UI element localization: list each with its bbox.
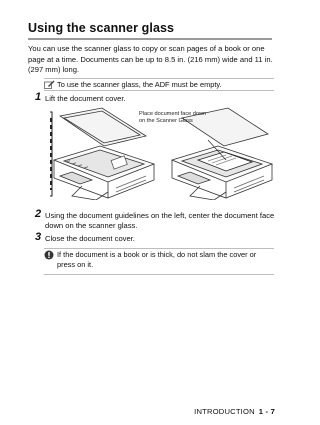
- callout-label: Place document face down on the Scanner Glass: [139, 111, 207, 124]
- note-text: To use the scanner glass, the ADF must be empty.: [57, 80, 222, 89]
- warning-icon: [44, 250, 54, 263]
- step-text: Using the document guidelines on the left, center the document face down on the scanner glass.: [45, 211, 275, 230]
- page-number: 1 - 7: [258, 407, 275, 416]
- section-heading: Using the scanner glass: [28, 21, 175, 35]
- step-number: 2: [35, 208, 42, 220]
- step-number: 3: [35, 231, 42, 243]
- pencil-note-icon: [44, 80, 55, 92]
- note-adf-empty: [44, 78, 274, 91]
- step-text: Close the document cover.: [45, 234, 135, 243]
- footer-section: INTRODUCTION: [194, 407, 255, 416]
- step-number: 1: [35, 91, 42, 103]
- note-text: If the document is a book or is thick, do not slam the cover or press on it.: [57, 250, 257, 269]
- note-book-caution: [44, 248, 274, 275]
- step-text: Lift the document cover.: [45, 94, 126, 103]
- intro-paragraph: You can use the scanner glass to copy or scan pages of a book or one page at a time. Documents can be up to 8.5 in. (216 mm) wide and 11 in. (297 mm) long.: [28, 44, 273, 74]
- page-footer: [194, 407, 275, 416]
- heading-rule: [28, 38, 272, 40]
